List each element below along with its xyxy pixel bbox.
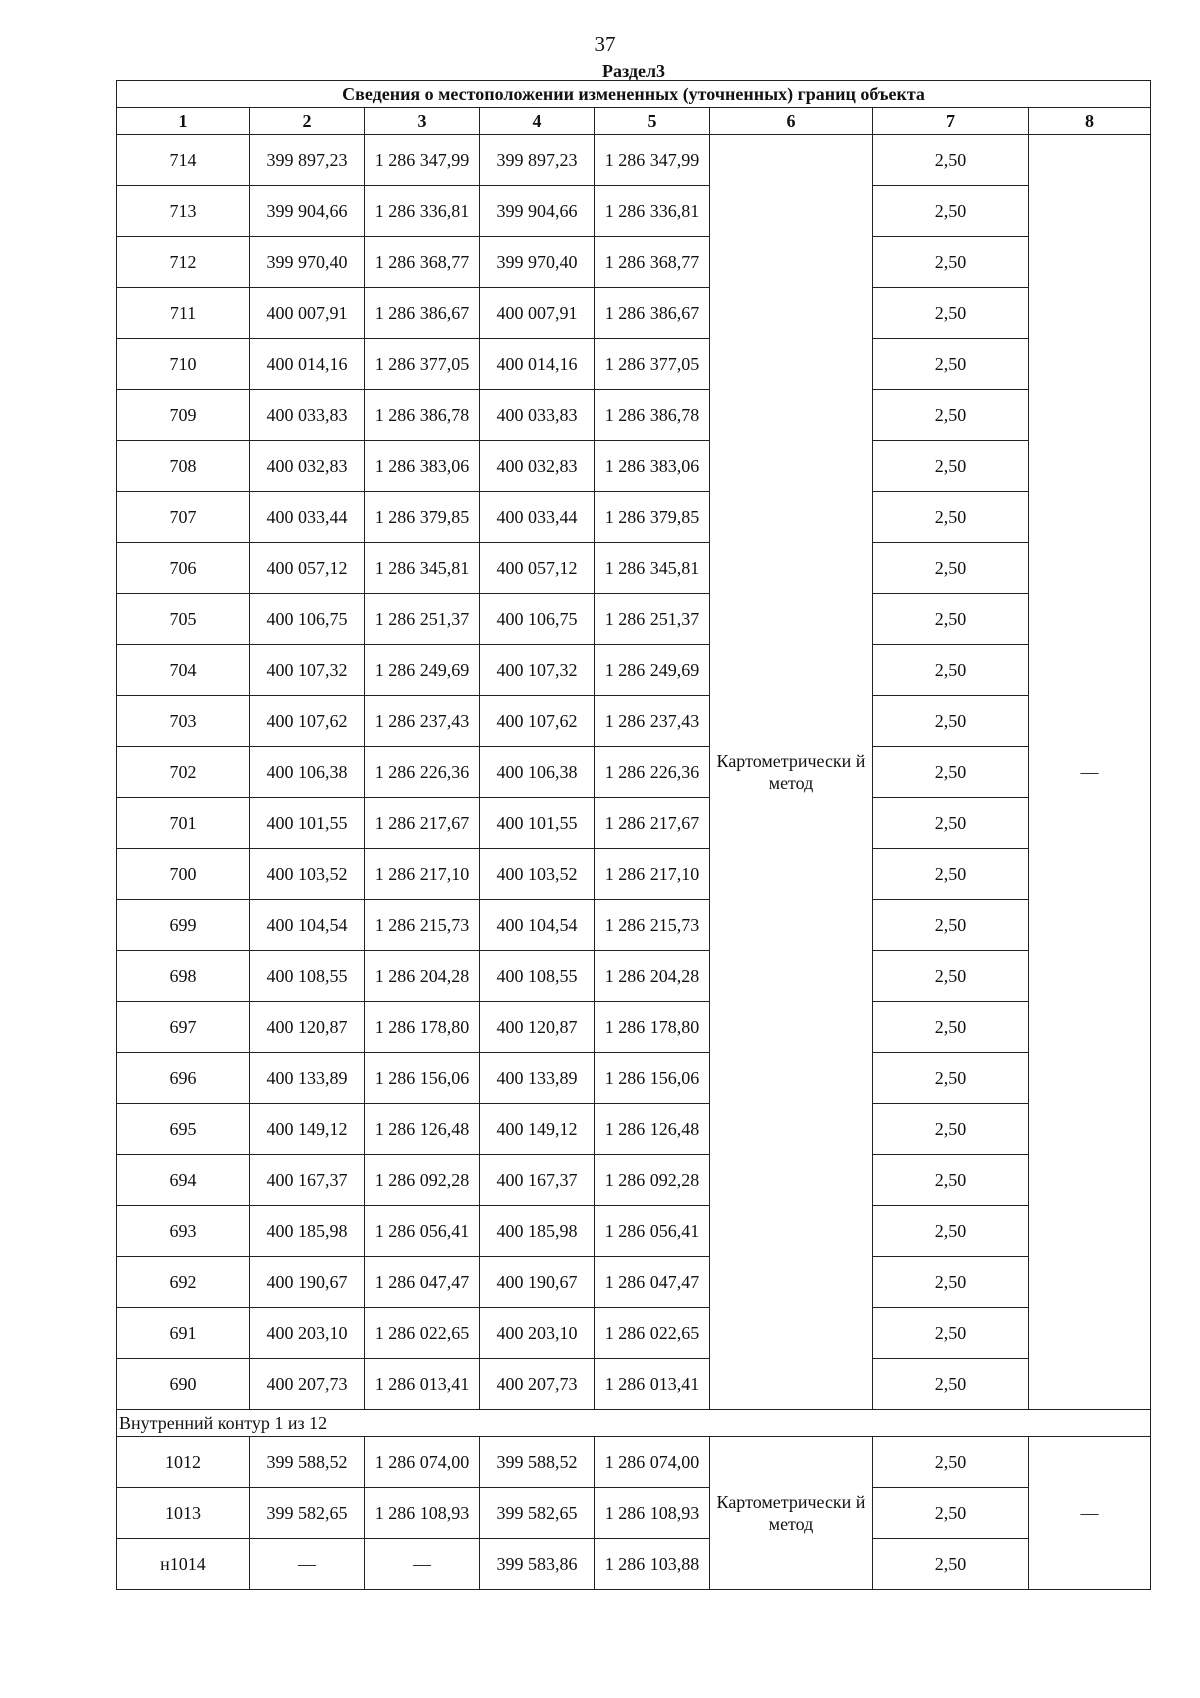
cell-col-2: 400 106,38 <box>250 747 365 798</box>
cell-col-1: 693 <box>117 1206 250 1257</box>
table-row <box>117 237 1151 288</box>
cell-col-1: 692 <box>117 1257 250 1308</box>
cell-col-7: 2,50 <box>873 1539 1029 1590</box>
table-row <box>117 288 1151 339</box>
cell-col-4: 400 101,55 <box>480 798 595 849</box>
cell-col-2: 400 108,55 <box>250 951 365 1002</box>
cell-col-3: 1 286 047,47 <box>365 1257 480 1308</box>
cell-col-2: 400 107,32 <box>250 645 365 696</box>
cell-col-3: — <box>365 1539 480 1590</box>
cell-col-1: 705 <box>117 594 250 645</box>
table-row <box>117 1308 1151 1359</box>
cell-col-7: 2,50 <box>873 1437 1029 1488</box>
col8-cell: — <box>1029 1437 1151 1590</box>
cell-col-5: 1 286 103,88 <box>595 1539 710 1590</box>
cell-col-4: 400 103,52 <box>480 849 595 900</box>
col8-cell: — <box>1029 135 1151 1410</box>
cell-col-1: 706 <box>117 543 250 594</box>
cell-col-5: 1 286 249,69 <box>595 645 710 696</box>
table-row <box>117 1206 1151 1257</box>
cell-col-3: 1 286 249,69 <box>365 645 480 696</box>
table-row <box>117 492 1151 543</box>
cell-col-5: 1 286 204,28 <box>595 951 710 1002</box>
table-row <box>117 798 1151 849</box>
cell-col-1: 695 <box>117 1104 250 1155</box>
cell-col-3: 1 286 215,73 <box>365 900 480 951</box>
cell-col-5: 1 286 383,06 <box>595 441 710 492</box>
cell-col-1: 691 <box>117 1308 250 1359</box>
cell-col-1: 696 <box>117 1053 250 1104</box>
cell-col-3: 1 286 108,93 <box>365 1488 480 1539</box>
cell-col-3: 1 286 074,00 <box>365 1437 480 1488</box>
cell-col-3: 1 286 251,37 <box>365 594 480 645</box>
cell-col-3: 1 286 383,06 <box>365 441 480 492</box>
cell-col-7: 2,50 <box>873 798 1029 849</box>
cell-col-7: 2,50 <box>873 645 1029 696</box>
table-row <box>117 390 1151 441</box>
cell-col-4: 400 033,83 <box>480 390 595 441</box>
cell-col-2: 400 207,73 <box>250 1359 365 1410</box>
cell-col-7: 2,50 <box>873 696 1029 747</box>
table-row <box>117 645 1151 696</box>
cell-col-7: 2,50 <box>873 186 1029 237</box>
table-row <box>117 441 1151 492</box>
cell-col-7: 2,50 <box>873 390 1029 441</box>
cell-col-5: 1 286 251,37 <box>595 594 710 645</box>
method-cell: Картометрически й метод <box>710 135 873 1410</box>
cell-col-2: — <box>250 1539 365 1590</box>
section-title: Раздел3 <box>601 61 666 81</box>
cell-col-3: 1 286 204,28 <box>365 951 480 1002</box>
cell-col-4: 400 057,12 <box>480 543 595 594</box>
cell-col-3: 1 286 237,43 <box>365 696 480 747</box>
cell-col-1: 694 <box>117 1155 250 1206</box>
table-row <box>117 543 1151 594</box>
cell-col-1: 713 <box>117 186 250 237</box>
table-row <box>117 951 1151 1002</box>
cell-col-7: 2,50 <box>873 900 1029 951</box>
table-row <box>117 1155 1151 1206</box>
table-row <box>117 900 1151 951</box>
cell-col-4: 400 107,32 <box>480 645 595 696</box>
table-row <box>117 1053 1151 1104</box>
cell-col-7: 2,50 <box>873 543 1029 594</box>
cell-col-2: 400 014,16 <box>250 339 365 390</box>
cell-col-3: 1 286 368,77 <box>365 237 480 288</box>
cell-col-5: 1 286 022,65 <box>595 1308 710 1359</box>
column-number-4: 4 <box>480 108 595 135</box>
cell-col-4: 400 104,54 <box>480 900 595 951</box>
cell-col-7: 2,50 <box>873 1308 1029 1359</box>
column-number-2: 2 <box>250 108 365 135</box>
cell-col-2: 400 120,87 <box>250 1002 365 1053</box>
cell-col-7: 2,50 <box>873 849 1029 900</box>
cell-col-1: 708 <box>117 441 250 492</box>
cell-col-4: 399 970,40 <box>480 237 595 288</box>
cell-col-4: 400 106,75 <box>480 594 595 645</box>
cell-col-7: 2,50 <box>873 237 1029 288</box>
cell-col-7: 2,50 <box>873 1257 1029 1308</box>
cell-col-4: 400 203,10 <box>480 1308 595 1359</box>
table-row <box>117 135 1151 186</box>
column-number-7: 7 <box>873 108 1029 135</box>
cell-col-3: 1 286 379,85 <box>365 492 480 543</box>
cell-col-4: 400 207,73 <box>480 1359 595 1410</box>
cell-col-3: 1 286 126,48 <box>365 1104 480 1155</box>
cell-col-7: 2,50 <box>873 1104 1029 1155</box>
cell-col-7: 2,50 <box>873 1155 1029 1206</box>
cell-col-3: 1 286 386,78 <box>365 390 480 441</box>
cell-col-5: 1 286 347,99 <box>595 135 710 186</box>
cell-col-5: 1 286 217,10 <box>595 849 710 900</box>
cell-col-5: 1 286 178,80 <box>595 1002 710 1053</box>
cell-col-7: 2,50 <box>873 1359 1029 1410</box>
cell-col-1: 712 <box>117 237 250 288</box>
cell-col-3: 1 286 022,65 <box>365 1308 480 1359</box>
cell-col-1: 709 <box>117 390 250 441</box>
cell-col-2: 400 104,54 <box>250 900 365 951</box>
cell-col-1: 714 <box>117 135 250 186</box>
cell-col-5: 1 286 092,28 <box>595 1155 710 1206</box>
cell-col-1: 711 <box>117 288 250 339</box>
cell-col-4: 400 133,89 <box>480 1053 595 1104</box>
cell-col-1: 1013 <box>117 1488 250 1539</box>
cell-col-5: 1 286 226,36 <box>595 747 710 798</box>
column-number-5: 5 <box>595 108 710 135</box>
cell-col-5: 1 286 379,85 <box>595 492 710 543</box>
cell-col-4: 400 108,55 <box>480 951 595 1002</box>
cell-col-2: 400 167,37 <box>250 1155 365 1206</box>
table-row <box>117 1437 1151 1488</box>
cell-col-2: 400 185,98 <box>250 1206 365 1257</box>
cell-col-3: 1 286 056,41 <box>365 1206 480 1257</box>
cell-col-1: 690 <box>117 1359 250 1410</box>
cell-col-5: 1 286 126,48 <box>595 1104 710 1155</box>
cell-col-7: 2,50 <box>873 594 1029 645</box>
cell-col-1: 1012 <box>117 1437 250 1488</box>
cell-col-4: 400 167,37 <box>480 1155 595 1206</box>
cell-col-3: 1 286 178,80 <box>365 1002 480 1053</box>
cell-col-4: 400 149,12 <box>480 1104 595 1155</box>
boundary-table <box>116 61 1151 1590</box>
cell-col-5: 1 286 156,06 <box>595 1053 710 1104</box>
cell-col-2: 399 897,23 <box>250 135 365 186</box>
table-row <box>117 1539 1151 1590</box>
method-cell: Картометрически й метод <box>710 1437 873 1590</box>
cell-col-3: 1 286 217,67 <box>365 798 480 849</box>
cell-col-1: 699 <box>117 900 250 951</box>
cell-col-2: 400 033,83 <box>250 390 365 441</box>
cell-col-2: 400 101,55 <box>250 798 365 849</box>
cell-col-2: 399 582,65 <box>250 1488 365 1539</box>
cell-col-1: 710 <box>117 339 250 390</box>
column-number-row <box>117 108 1151 135</box>
table-row <box>117 339 1151 390</box>
cell-col-4: 400 106,38 <box>480 747 595 798</box>
cell-col-7: 2,50 <box>873 441 1029 492</box>
table-row <box>117 1002 1151 1053</box>
cell-col-4: 400 107,62 <box>480 696 595 747</box>
cell-col-5: 1 286 217,67 <box>595 798 710 849</box>
cell-col-5: 1 286 345,81 <box>595 543 710 594</box>
cell-col-5: 1 286 377,05 <box>595 339 710 390</box>
cell-col-3: 1 286 345,81 <box>365 543 480 594</box>
cell-col-3: 1 286 347,99 <box>365 135 480 186</box>
cell-col-5: 1 286 386,78 <box>595 390 710 441</box>
cell-col-4: 399 588,52 <box>480 1437 595 1488</box>
cell-col-3: 1 286 013,41 <box>365 1359 480 1410</box>
cell-col-4: 400 185,98 <box>480 1206 595 1257</box>
cell-col-2: 399 970,40 <box>250 237 365 288</box>
cell-col-2: 400 032,83 <box>250 441 365 492</box>
cell-col-2: 399 904,66 <box>250 186 365 237</box>
cell-col-5: 1 286 368,77 <box>595 237 710 288</box>
cell-col-3: 1 286 336,81 <box>365 186 480 237</box>
cell-col-7: 2,50 <box>873 135 1029 186</box>
cell-col-3: 1 286 226,36 <box>365 747 480 798</box>
table-title: Раздел3 Сведения о местоположении измененных (уточненных) границ объекта <box>117 81 1151 108</box>
table-row <box>117 1104 1151 1155</box>
table-row <box>117 1359 1151 1410</box>
cell-col-2: 400 133,89 <box>250 1053 365 1104</box>
cell-col-4: 400 032,83 <box>480 441 595 492</box>
cell-col-4: 399 582,65 <box>480 1488 595 1539</box>
cell-col-5: 1 286 074,00 <box>595 1437 710 1488</box>
cell-col-5: 1 286 336,81 <box>595 186 710 237</box>
cell-col-1: н1014 <box>117 1539 250 1590</box>
cell-col-2: 400 149,12 <box>250 1104 365 1155</box>
cell-col-1: 707 <box>117 492 250 543</box>
table-row <box>117 747 1151 798</box>
cell-col-4: 400 033,44 <box>480 492 595 543</box>
cell-col-5: 1 286 386,67 <box>595 288 710 339</box>
cell-col-5: 1 286 056,41 <box>595 1206 710 1257</box>
cell-col-2: 400 107,62 <box>250 696 365 747</box>
cell-col-7: 2,50 <box>873 951 1029 1002</box>
cell-col-3: 1 286 386,67 <box>365 288 480 339</box>
column-number-8: 8 <box>1029 108 1151 135</box>
cell-col-4: 400 014,16 <box>480 339 595 390</box>
cell-col-2: 400 033,44 <box>250 492 365 543</box>
cell-col-2: 400 203,10 <box>250 1308 365 1359</box>
cell-col-2: 399 588,52 <box>250 1437 365 1488</box>
cell-col-4: 400 120,87 <box>480 1002 595 1053</box>
cell-col-5: 1 286 108,93 <box>595 1488 710 1539</box>
cell-col-3: 1 286 377,05 <box>365 339 480 390</box>
contour-row <box>117 1410 1151 1437</box>
cell-col-1: 697 <box>117 1002 250 1053</box>
cell-col-7: 2,50 <box>873 288 1029 339</box>
column-number-3: 3 <box>365 108 480 135</box>
cell-col-5: 1 286 215,73 <box>595 900 710 951</box>
table-row <box>117 849 1151 900</box>
cell-col-2: 400 007,91 <box>250 288 365 339</box>
cell-col-4: 399 904,66 <box>480 186 595 237</box>
cell-col-4: 399 583,86 <box>480 1539 595 1590</box>
cell-col-4: 399 897,23 <box>480 135 595 186</box>
cell-col-2: 400 103,52 <box>250 849 365 900</box>
cell-col-5: 1 286 237,43 <box>595 696 710 747</box>
cell-col-2: 400 057,12 <box>250 543 365 594</box>
cell-col-4: 400 007,91 <box>480 288 595 339</box>
cell-col-7: 2,50 <box>873 1206 1029 1257</box>
column-number-6: 6 <box>710 108 873 135</box>
cell-col-2: 400 106,75 <box>250 594 365 645</box>
table-row <box>117 594 1151 645</box>
cell-col-5: 1 286 047,47 <box>595 1257 710 1308</box>
table-row <box>117 186 1151 237</box>
cell-col-1: 700 <box>117 849 250 900</box>
cell-col-1: 703 <box>117 696 250 747</box>
cell-col-1: 702 <box>117 747 250 798</box>
cell-col-7: 2,50 <box>873 1053 1029 1104</box>
page-number: 37 <box>594 32 616 56</box>
cell-col-7: 2,50 <box>873 1002 1029 1053</box>
column-number-1: 1 <box>117 108 250 135</box>
table-row <box>117 696 1151 747</box>
cell-col-2: 400 190,67 <box>250 1257 365 1308</box>
cell-col-7: 2,50 <box>873 339 1029 390</box>
contour-label: Внутренний контур 1 из 12 <box>117 1410 1151 1437</box>
cell-col-7: 2,50 <box>873 747 1029 798</box>
cell-col-5: 1 286 013,41 <box>595 1359 710 1410</box>
cell-col-3: 1 286 217,10 <box>365 849 480 900</box>
table-row <box>117 1257 1151 1308</box>
cell-col-1: 704 <box>117 645 250 696</box>
cell-col-1: 701 <box>117 798 250 849</box>
cell-col-3: 1 286 156,06 <box>365 1053 480 1104</box>
cell-col-7: 2,50 <box>873 1488 1029 1539</box>
cell-col-7: 2,50 <box>873 492 1029 543</box>
cell-col-1: 698 <box>117 951 250 1002</box>
cell-col-3: 1 286 092,28 <box>365 1155 480 1206</box>
cell-col-4: 400 190,67 <box>480 1257 595 1308</box>
table-row <box>117 1488 1151 1539</box>
